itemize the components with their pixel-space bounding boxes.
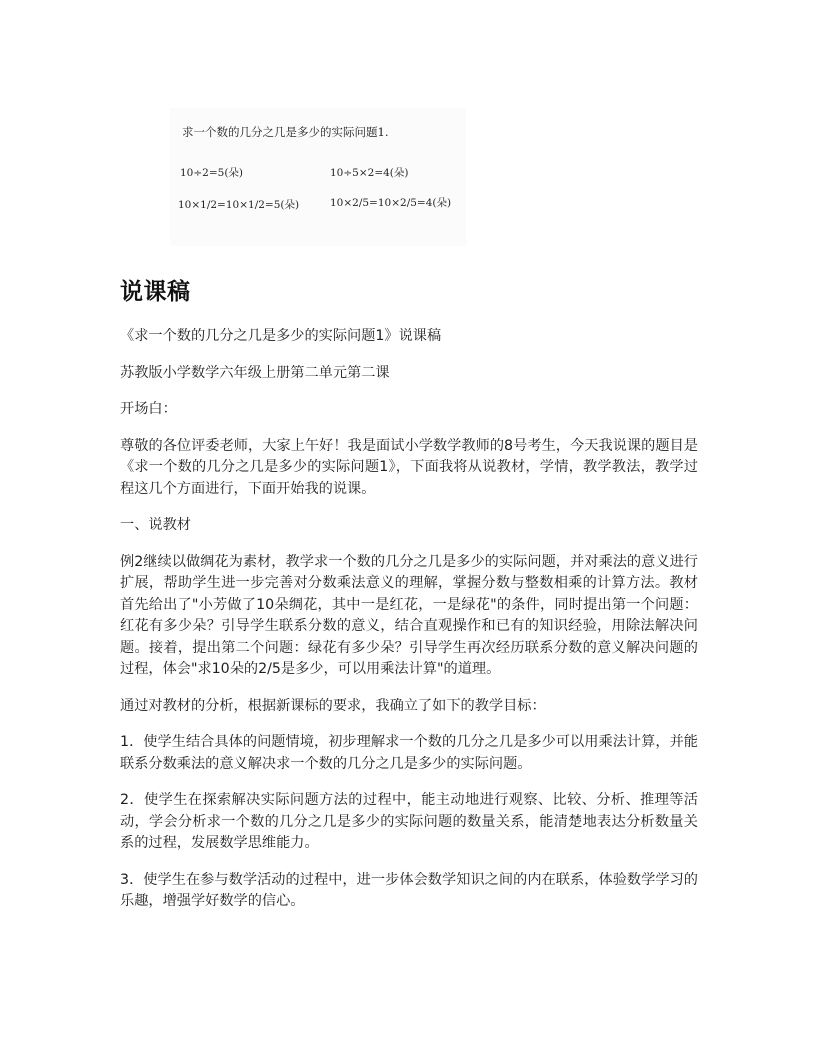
- hand-line-1: 求一个数的几分之几是多少的实际问题1.: [182, 125, 389, 139]
- handwritten-notes-drawing: [170, 108, 466, 246]
- hand-equation-c: 10×1/2=10×1/2=5(朵): [178, 199, 300, 211]
- section-heading-textbook: 一、说教材: [120, 517, 191, 533]
- objective-1: 1．使学生结合具体的问题情境，初步理解求一个数的几分之几是多少可以用乘法计算，并能联系分数乘法的意义解决求一个数的几分之几是多少的实际问题。: [120, 734, 698, 772]
- hand-equation-b: 10÷5×2=4(朵): [330, 167, 409, 179]
- page-title: 说课稿: [120, 279, 191, 305]
- opening-paragraph: 尊敬的各位评委老师，大家上午好！我是面试小学数学教师的8号考生，今天我说课的题目是《求一个数的几分之几是多少的实际问题1》，下面我将从说教材，学情，教学教法，教学过程这几个方面进行，下面开始我的说课。: [120, 437, 698, 497]
- objective-2: 2．使学生在探索解决实际问题方法的过程中，能主动地进行观察、比较、分析、推理等活动，学会分析求一个数的几分之几是多少的实际问题的数量关系，能清楚地表达分析数量关系的过程，发展数学思维能力。: [120, 792, 698, 851]
- textbook-analysis-paragraph: 例2继续以做绸花为素材，教学求一个数的几分之几是多少的实际问题，并对乘法的意义进行扩展，帮助学生进一步完善对分数乘法意义的理解，掌握分数与整数相乘的计算方法。教材首先给出了"小芳做了10朵绸花，其中一是红花，一是绿花"的条件，同时提出第一个问题：红花有多少朵？引导学生联系分数的意义，结合直观操作和已有的知识经验，用除法解决问题。接着，提出第二个问题：绿花有多少朵？引导学生再次经历联系分数的意义解决问题的过程，体会"求10朵的2/5是多少，可以用乘法计算"的道理。: [120, 553, 698, 677]
- handwritten-notes-image: [170, 108, 466, 246]
- textbook-info-line: 苏教版小学数学六年级上册第二单元第二课: [120, 364, 390, 381]
- opening-heading: 开场白：: [120, 401, 177, 417]
- hand-equation-d: 10×2/5=10×2/5=4(朵): [330, 197, 452, 209]
- hand-equation-a: 10÷2=5(朵): [180, 167, 244, 179]
- lesson-title-line: 《求一个数的几分之几是多少的实际问题1》说课稿: [120, 328, 442, 344]
- document-body: [120, 326, 698, 928]
- objective-3: 3．使学生在参与数学活动的过程中，进一步体会数学知识之间的内在联系，体验数学学习的乐趣，增强学好数学的信心。: [120, 871, 698, 909]
- objectives-intro: 通过对教材的分析，根据新课标的要求，我确立了如下的教学目标：: [120, 697, 546, 714]
